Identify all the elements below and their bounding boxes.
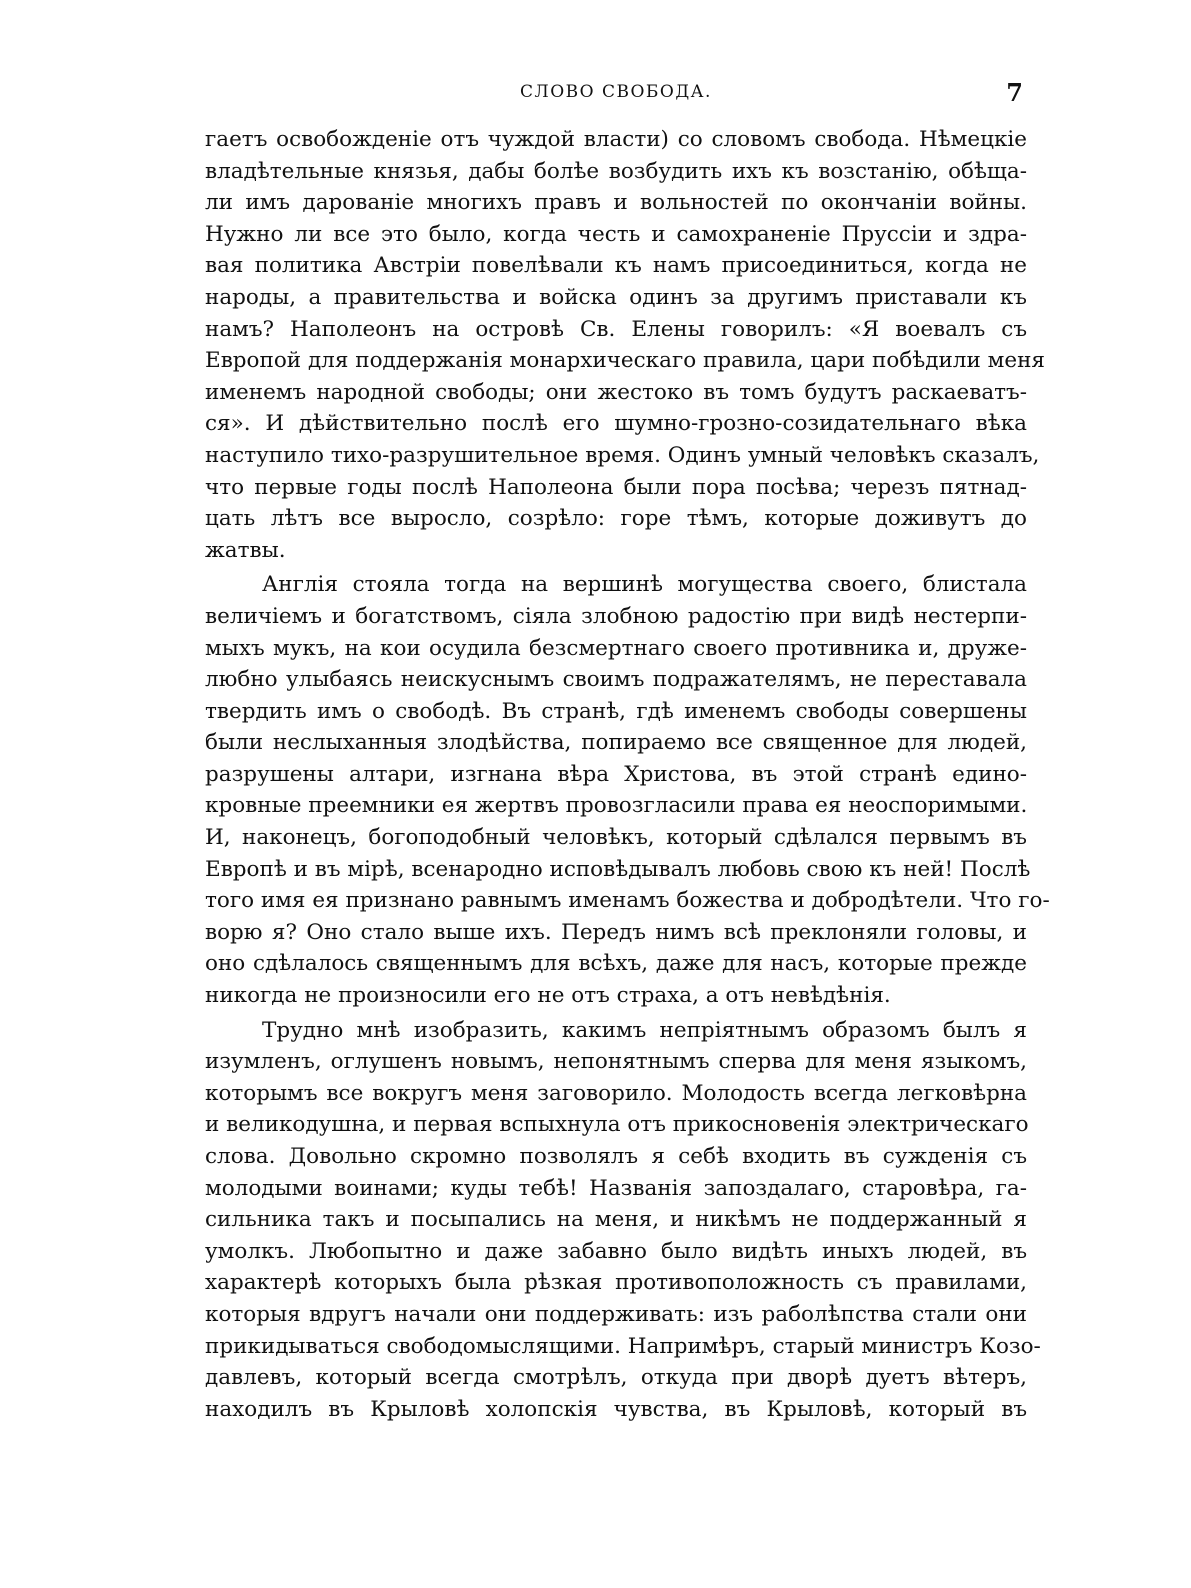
text-line: И, наконецъ, богоподобный человѣкъ, который сдѣлался первымъ въ <box>205 825 1027 851</box>
text-line: что первые годы послѣ Наполеона были пора посѣва; черезъ пятнад- <box>205 474 1027 500</box>
text-line: твердить имъ о свободѣ. Въ странѣ, гдѣ именемъ свободы совершены <box>205 698 1027 724</box>
text-line: мыхъ мукъ, на кои осудила безсмертнаго своего противника и, друже- <box>205 635 1027 661</box>
text-line: были неслыханныя злодѣйства, попираемо все священное для людей, <box>205 730 1027 756</box>
text-line: давлевъ, который всегда смотрѣлъ, откуда при дворѣ дуетъ вѣтеръ, <box>205 1365 1027 1391</box>
text-line: оно сдѣлалось священнымъ для всѣхъ, даже для насъ, которые прежде <box>205 951 1027 977</box>
text-line: никогда не произносили его не отъ страха, а отъ невѣдѣнія. <box>205 983 891 1009</box>
paragraph <box>205 569 1050 1011</box>
text-line: величіемъ и богатствомъ, сіяла злобною радостію при видѣ нестерпи- <box>205 603 1027 629</box>
text-line: умолкъ. Любопытно и даже забавно было видѣть иныхъ людей, въ <box>205 1238 1027 1264</box>
text-line: молодыми воинами; куды тебѣ! Названія запоздалаго, старовѣра, га- <box>205 1175 1027 1201</box>
text-line: которыя вдругъ начали они поддерживать: изъ раболѣпства стали они <box>205 1301 1027 1327</box>
text-line: слова. Довольно скромно позволялъ я себѣ входить въ сужденія съ <box>205 1144 1027 1169</box>
text-line: находилъ въ Крыловѣ холопскія чувства, въ Крыловѣ, который въ <box>205 1396 1027 1422</box>
text-line: сильника такъ и посыпались на меня, и никѣмъ не поддержанный я <box>205 1207 1027 1233</box>
text-line: прикидываться свободомыслящими. Напримѣръ, старый министръ Козо- <box>205 1333 1041 1359</box>
text-line: изумленъ, оглушенъ новымъ, непонятнымъ сперва для меня языкомъ, <box>205 1049 1027 1075</box>
running-header <box>203 78 1029 108</box>
text-line: ся». И дѣйствительно послѣ его шумно-грозно-созидательнаго вѣка <box>205 411 1027 437</box>
text-line: кровные преемники ея жертвъ провозгласили права ея неоспоримыми. <box>205 793 1028 819</box>
text-line: владѣтельные князья, дабы болѣе возбудить ихъ къ возстанію, обѣща- <box>205 158 1027 184</box>
text-line: гаетъ освобожденіе отъ чуждой власти) со словомъ свобода. Нѣмецкіе <box>205 127 1027 152</box>
text-line: ворю я? Оно стало выше ихъ. Передъ нимъ всѣ преклоняли головы, и <box>205 919 1027 945</box>
text-line: Европой для поддержанія монархическаго правила, цари побѣдили меня <box>205 348 1045 374</box>
text-line: характерѣ которыхъ была рѣзкая противоположность съ правилами, <box>205 1270 1027 1296</box>
running-title: СЛОВО СВОБОДА. <box>520 82 712 102</box>
text-line: намъ? Наполеонъ на островѣ Св. Елены говорилъ: «Я воевалъ съ <box>205 316 1027 342</box>
body-text <box>205 124 1050 1425</box>
text-line: Европѣ и въ мірѣ, всенародно исповѣдывалъ любовь свою къ ней! Послѣ <box>205 856 1031 882</box>
text-line: которымъ все вокругъ меня заговорило. Молодость всегда легковѣрна <box>205 1080 1027 1106</box>
text-line: того имя ея признано равнымъ именамъ божества и добродѣтели. Что го- <box>205 888 1050 914</box>
text-line: ли имъ дарованіе многихъ правъ и вольностей по окончаніи войны. <box>205 190 1027 216</box>
text-line: цать лѣтъ все выросло, созрѣло: горе тѣмъ, которые доживутъ до <box>205 506 1027 532</box>
text-line: вая политика Австріи повелѣвали къ намъ присоединиться, когда не <box>205 253 1027 279</box>
text-line: разрушены алтари, изгнана вѣра Христова, въ этой странѣ едино- <box>205 761 1027 787</box>
page-number: 7 <box>1006 78 1023 107</box>
text-line: Трудно мнѣ изобразить, какимъ непріятнымъ образомъ былъ я <box>262 1017 1027 1043</box>
paragraph <box>205 124 1045 566</box>
paragraph <box>205 1015 1041 1426</box>
text-line: Англія стояла тогда на вершинѣ могущества своего, блистала <box>262 572 1027 598</box>
text-line: и великодушна, и первая вспыхнула отъ прикосновенія электрическаго <box>205 1112 1029 1138</box>
text-line: наступило тихо-разрушительное время. Одинъ умный человѣкъ сказалъ, <box>205 442 1040 468</box>
text-line: народы, а правительства и войска одинъ за другимъ приставали къ <box>205 284 1027 310</box>
text-line: именемъ народной свободы; они жестоко въ томъ будутъ раскаеватъ- <box>205 379 1027 405</box>
text-line: Нужно ли все это было, когда честь и самохраненіе Пруссіи и здра- <box>205 221 1027 247</box>
text-line: любно улыбаясь неискуснымъ своимъ подражателямъ, не переставала <box>205 667 1027 693</box>
text-line: жатвы. <box>205 537 286 563</box>
